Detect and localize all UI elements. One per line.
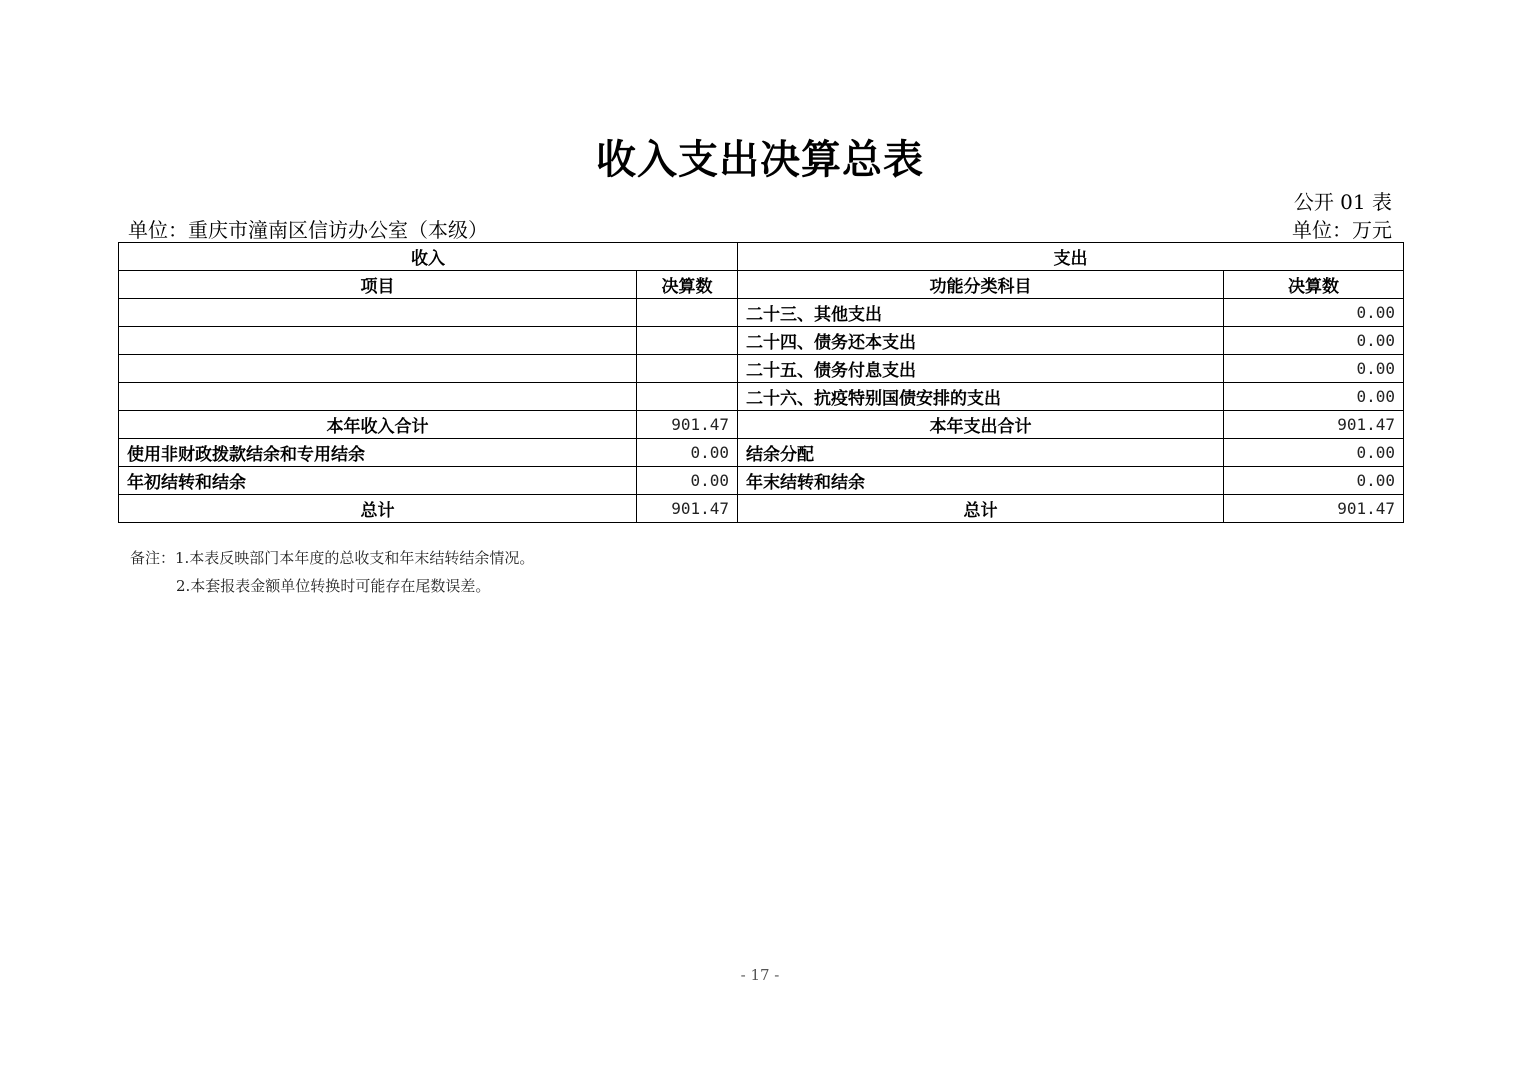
- note-line-1: 备注：1.本表反映部门本年度的总收支和年末结转结余情况。: [130, 549, 535, 567]
- income-amount: 0.00: [637, 439, 738, 467]
- total-row: [119, 495, 1404, 523]
- income-item: [119, 299, 637, 327]
- table-row: [119, 327, 1404, 355]
- expense-amount: 0.00: [1224, 355, 1404, 383]
- income-amount: 0.00: [637, 467, 738, 495]
- table-row: [119, 299, 1404, 327]
- expense-item: 年末结转和结余: [738, 467, 1224, 495]
- expense-item: 结余分配: [738, 439, 1224, 467]
- expense-amount: 0.00: [1224, 299, 1404, 327]
- unit-currency: 单位：万元: [1292, 218, 1392, 242]
- table-row: [119, 439, 1404, 467]
- section-income-header: 收入: [119, 243, 738, 271]
- expense-item: 二十五、债务付息支出: [738, 355, 1224, 383]
- income-subtotal-label: 本年收入合计: [119, 411, 637, 439]
- expense-item: 二十三、其他支出: [738, 299, 1224, 327]
- expense-item: 二十六、抗疫特别国债安排的支出: [738, 383, 1224, 411]
- expense-amount: 0.00: [1224, 327, 1404, 355]
- subtotal-row: [119, 411, 1404, 439]
- income-item: [119, 327, 637, 355]
- unit-organization: 单位：重庆市潼南区信访办公室（本级）: [128, 218, 488, 242]
- page-title: 收入支出决算总表: [596, 136, 924, 183]
- expense-total-label: 总计: [738, 495, 1224, 523]
- table-row: [119, 383, 1404, 411]
- expense-amount: 0.00: [1224, 467, 1404, 495]
- expense-subtotal-amount: 901.47: [1224, 411, 1404, 439]
- note-line-2: 2.本套报表金额单位转换时可能存在尾数误差。: [176, 577, 491, 595]
- income-expense-table: [118, 242, 1404, 523]
- expense-total-amount: 901.47: [1224, 495, 1404, 523]
- expense-amount: 0.00: [1224, 439, 1404, 467]
- expense-amount: 0.00: [1224, 383, 1404, 411]
- column-header-income-amount: 决算数: [637, 271, 738, 299]
- expense-subtotal-label: 本年支出合计: [738, 411, 1224, 439]
- column-header-function: 功能分类科目: [738, 271, 1224, 299]
- form-number: 公开 01 表: [1293, 190, 1392, 214]
- income-amount: [637, 327, 738, 355]
- notes: [130, 544, 534, 600]
- column-header-row: [119, 271, 1404, 299]
- column-header-expense-amount: 决算数: [1224, 271, 1404, 299]
- table-row: [119, 355, 1404, 383]
- income-total-label: 总计: [119, 495, 637, 523]
- income-item: [119, 355, 637, 383]
- income-amount: [637, 355, 738, 383]
- column-header-item: 项目: [119, 271, 637, 299]
- income-amount: [637, 299, 738, 327]
- income-item: [119, 383, 637, 411]
- expense-item: 二十四、债务还本支出: [738, 327, 1224, 355]
- section-header-row: [119, 243, 1404, 271]
- income-amount: [637, 383, 738, 411]
- page-number: - 17 -: [740, 966, 780, 984]
- table-row: [119, 467, 1404, 495]
- income-subtotal-amount: 901.47: [637, 411, 738, 439]
- income-item: 使用非财政拨款结余和专用结余: [119, 439, 637, 467]
- income-total-amount: 901.47: [637, 495, 738, 523]
- income-item: 年初结转和结余: [119, 467, 637, 495]
- section-expense-header: 支出: [738, 243, 1404, 271]
